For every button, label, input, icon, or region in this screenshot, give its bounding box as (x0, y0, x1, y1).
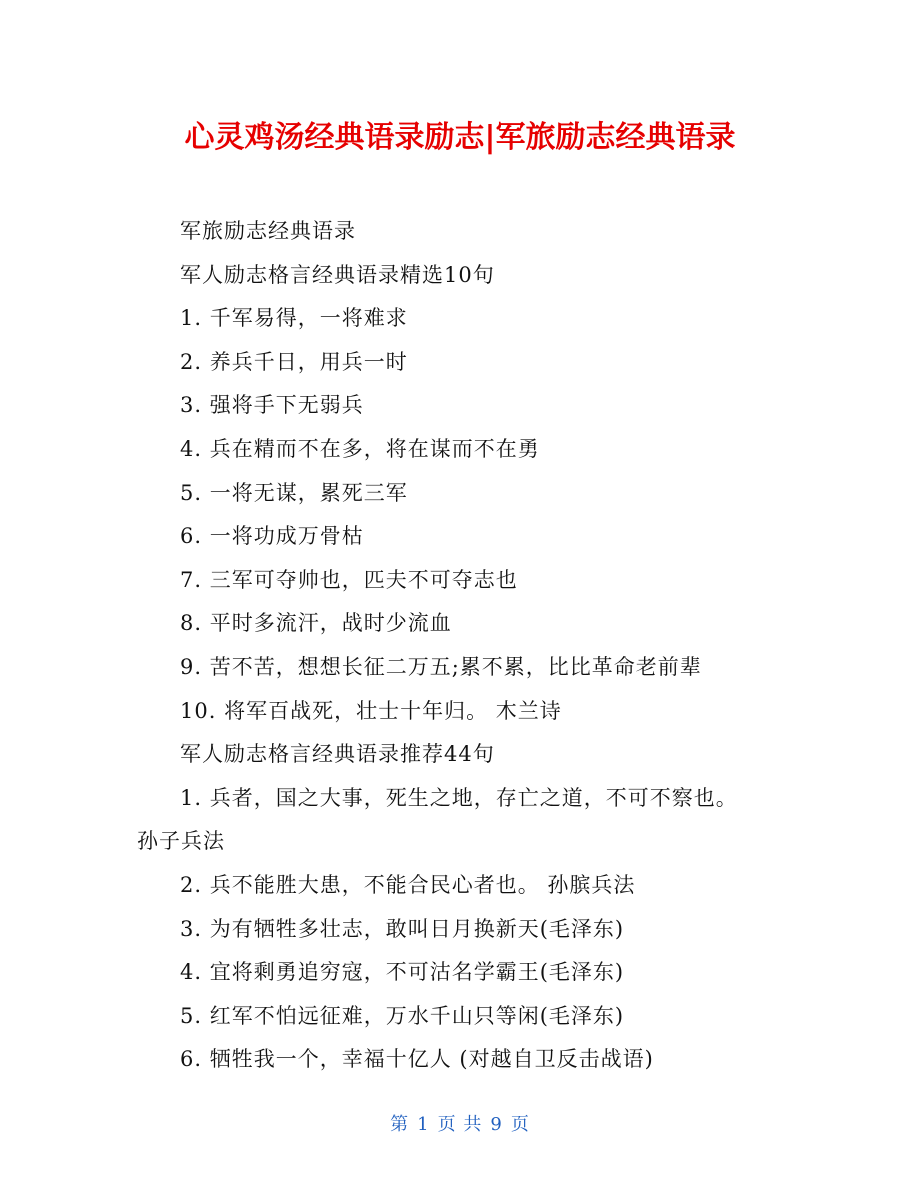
text-line: 军人励志格言经典语录推荐44句 (180, 742, 495, 767)
list-item: 6. 牺牲我一个，幸福十亿人 (对越自卫反击战语) (180, 1047, 654, 1072)
total-pages-number: 9 (490, 1114, 503, 1135)
list-item: 6. 一将功成万骨枯 (180, 524, 364, 549)
list-item: 5. 红军不怕远征难，万水千山只等闲(毛泽东) (180, 1003, 625, 1028)
list-item: 9. 苦不苦，想想长征二万五;累不累，比比革命老前辈 (180, 654, 702, 679)
page-footer (0, 1112, 920, 1138)
list-item: 3. 为有牺牲多壮志，敢叫日月换新天(毛泽东) (180, 916, 625, 941)
text-line: 军旅励志经典语录 (180, 219, 356, 243)
list-item: 2. 养兵千日，用兵一时 (180, 349, 408, 374)
text-line: 军人励志格言经典语录精选10句 (180, 262, 495, 287)
page-label-prefix: 第 (390, 1114, 410, 1135)
list-item-continuation: 孙子兵法 (137, 829, 225, 854)
list-item: 3. 强将手下无弱兵 (180, 393, 364, 418)
page-label-suffix: 页 (510, 1114, 530, 1135)
list-item: 10. 将军百战死，壮士十年归。 木兰诗 (180, 698, 562, 723)
document-body (137, 210, 777, 1082)
list-item: 4. 宜将剩勇追穷寇，不可沽名学霸王(毛泽东) (180, 960, 625, 985)
document-title: 心灵鸡汤经典语录励志|军旅励志经典语录 (184, 120, 736, 155)
list-item: 1. 兵者，国之大事，死生之地，存亡之道，不可不察也。 (180, 785, 738, 810)
list-item: 2. 兵不能胜大患，不能合民心者也。 孙膑兵法 (180, 872, 636, 897)
list-item: 1. 千军易得，一将难求 (180, 306, 408, 331)
list-item: 7. 三军可夺帅也，匹夫不可夺志也 (180, 567, 518, 592)
list-item: 8. 平时多流汗，战时少流血 (180, 611, 452, 636)
list-item: 4. 兵在精而不在多，将在谋而不在勇 (180, 436, 540, 461)
current-page-number: 1 (417, 1114, 430, 1135)
list-item: 5. 一将无谋，累死三军 (180, 480, 408, 505)
page-label-mid: 页 共 (437, 1114, 483, 1135)
